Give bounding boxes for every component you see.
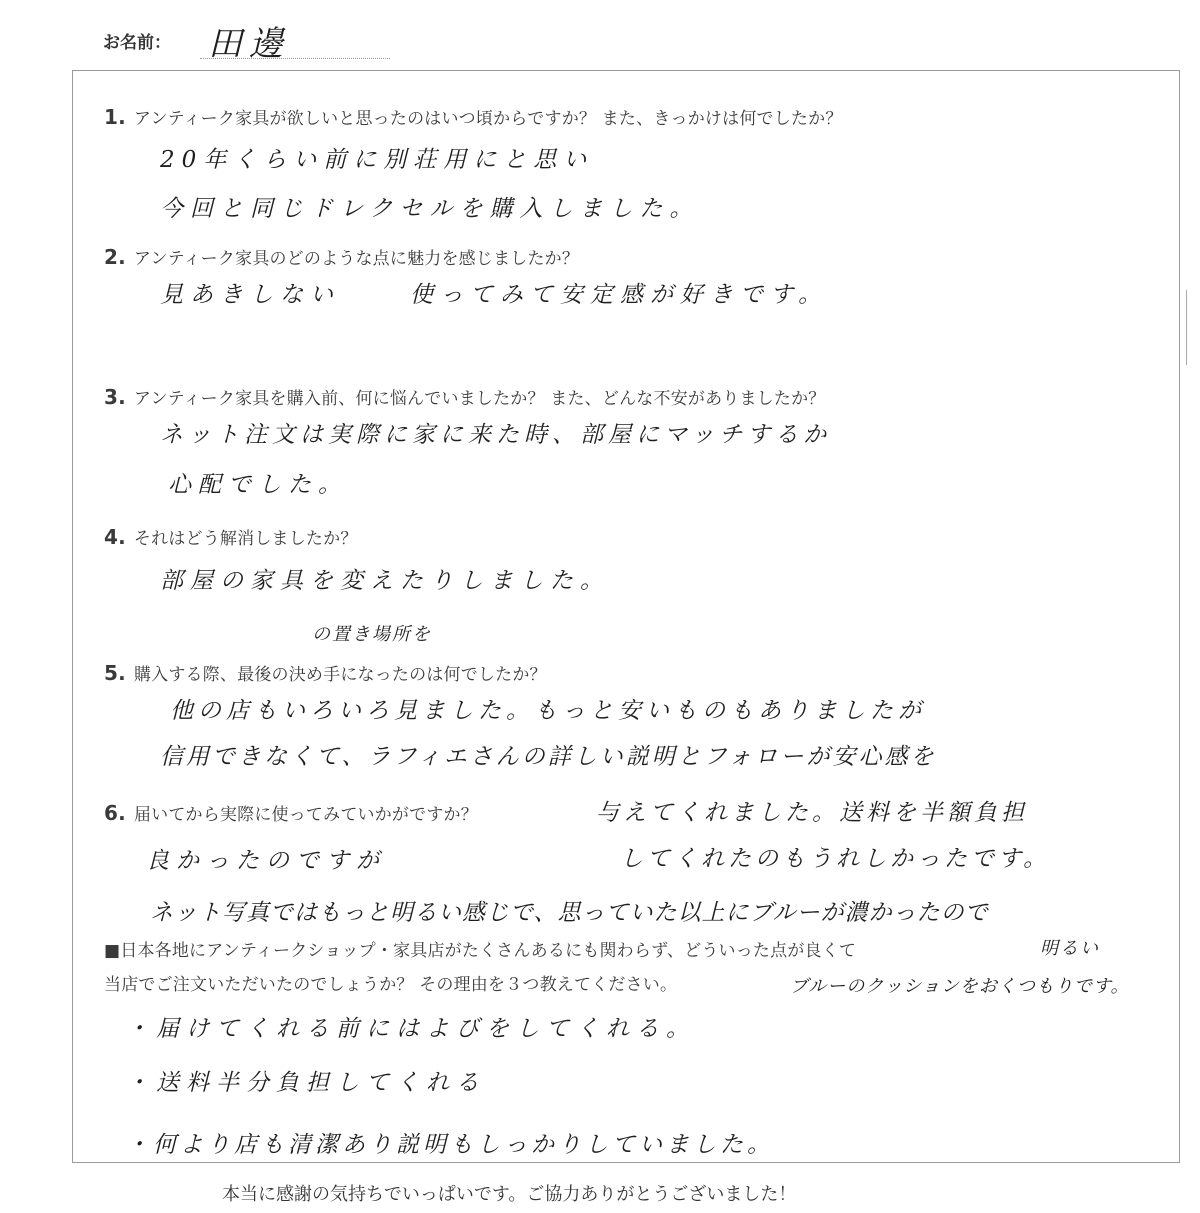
name-value: 田邊: [208, 24, 290, 64]
section-7-line-1: ■日本各地にアンティークショップ・家具店がたくさんあるにも関わらず、どういった点が良くて: [104, 941, 857, 961]
question-text: 購入する際、最後の決め手になったのは何でしたか？: [133, 665, 547, 685]
answer-5-line-3: 与えてくれました。送料を半額負担: [596, 800, 1028, 826]
question-1: [104, 104, 843, 129]
reason-item-1: ・届けてくれる前にはよびをしてくれる。: [126, 1016, 696, 1042]
answer-4-line-1: 部屋の家具を変えたりしました。: [160, 568, 610, 594]
answer-5-line-2: 信用できなくて、ラフィエさんの詳しい説明とフォローが安心感を: [160, 744, 937, 770]
question-text: アンティーク家具のどのような点に魅力を感じましたか？: [133, 249, 580, 269]
answer-3-line-1: ネット注文は実際に家に来た時、部屋にマッチするか: [160, 422, 832, 448]
section-7-line-2: 当店でご注文いただいたのでしょうか？ その理由を３つ教えてください。: [104, 975, 678, 995]
question-text: 届いてから実際に使ってみていかがですか？: [133, 805, 478, 825]
answer-3-line-2: 心配でした。: [168, 472, 348, 498]
answer-5-line-1: 他の店もいろいろ見ました。もっと安いものもありましたが: [170, 698, 926, 724]
question-number: 3.: [104, 385, 126, 409]
footer-thanks: 本当に感謝の気持ちでいっぱいです。ご協力ありがとうございました！: [222, 1184, 797, 1205]
name-underline: [200, 58, 390, 59]
reason-item-3: ・何より店も清潔あり説明もしっかりしていました。: [126, 1132, 774, 1158]
answer-6-line-3: 明るい: [1040, 938, 1100, 959]
question-number: 5.: [104, 661, 126, 685]
answer-1-line-1: 20年くらい前に別荘用にと思い: [160, 147, 594, 173]
question-5: [104, 660, 547, 685]
answer-1-line-2: 今回と同じドレクセルを購入しました。: [160, 196, 700, 222]
answer-5-line-4: してくれたのもうれしかったです。: [620, 846, 1051, 872]
reason-item-2: ・送料半分負担してくれる: [126, 1070, 486, 1096]
question-2: [104, 244, 579, 269]
question-6: [104, 800, 478, 825]
name-label: お名前：: [103, 33, 171, 53]
question-number: 1.: [104, 105, 126, 129]
survey-frame: [72, 70, 1180, 1163]
question-text: それはどう解消しましたか？: [133, 529, 358, 549]
answer-6-line-2: ネット写真ではもっと明るい感じで、思っていた以上にブルーが濃かったので: [150, 900, 989, 926]
margin-rule: [1186, 290, 1187, 365]
question-4: [104, 524, 358, 549]
question-number: 2.: [104, 245, 126, 269]
answer-2-part-1: 見あきしない: [160, 282, 340, 308]
answer-6-line-1: 良かったのですが: [146, 848, 386, 874]
question-number: 4.: [104, 525, 126, 549]
answer-2-part-2: 使ってみて安定感が好きです。: [410, 282, 829, 308]
question-number: 6.: [104, 801, 126, 825]
answer-4-insertion: の置き場所を: [312, 624, 432, 645]
question-text: アンティーク家具が欲しいと思ったのはいつ頃からですか？ また、きっかけは何でしたか？: [133, 109, 843, 129]
answer-6-line-4: ブルーのクッションをおくつもりです。: [790, 976, 1130, 997]
question-3: [104, 384, 825, 409]
question-text: アンティーク家具を購入前、何に悩んでいましたか？ また、どんな不安がありましたか？: [133, 389, 826, 409]
